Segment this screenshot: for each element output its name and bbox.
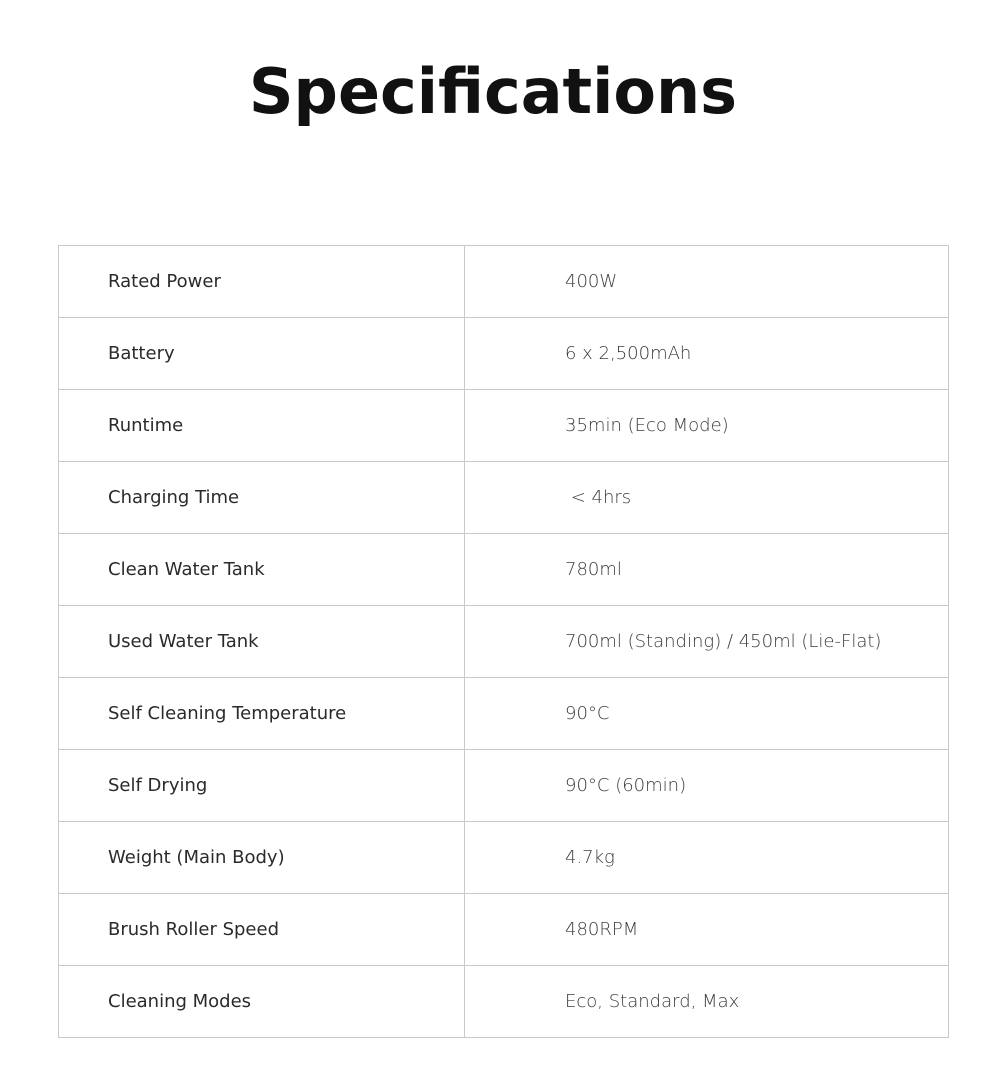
specifications-table <box>58 245 949 1038</box>
table-row <box>59 894 949 966</box>
spec-value-used-water-tank: 700ml (Standing) / 450ml (Lie-Flat) <box>465 606 949 678</box>
table-row <box>59 966 949 1038</box>
spec-value-cleaning-modes: Eco, Standard, Max <box>465 966 949 1038</box>
spec-label-runtime: Runtime <box>59 390 465 462</box>
spec-label-battery: Battery <box>59 318 465 390</box>
spec-label-weight: Weight (Main Body) <box>59 822 465 894</box>
spec-label-used-water-tank: Used Water Tank <box>59 606 465 678</box>
table-row <box>59 750 949 822</box>
spec-value-self-cleaning-temperature: 90°C <box>465 678 949 750</box>
spec-value-weight: 4.7kg <box>465 822 949 894</box>
spec-label-clean-water-tank: Clean Water Tank <box>59 534 465 606</box>
spec-label-self-cleaning-temperature: Self Cleaning Temperature <box>59 678 465 750</box>
spec-label-brush-roller-speed: Brush Roller Speed <box>59 894 465 966</box>
table-row <box>59 390 949 462</box>
spec-value-battery: 6 x 2,500mAh <box>465 318 949 390</box>
table-row <box>59 462 949 534</box>
table-row <box>59 678 949 750</box>
spec-value-runtime: 35min (Eco Mode) <box>465 390 949 462</box>
spec-value-brush-roller-speed: 480RPM <box>465 894 949 966</box>
spec-value-clean-water-tank: 780ml <box>465 534 949 606</box>
spec-label-cleaning-modes: Cleaning Modes <box>59 966 465 1038</box>
spec-value-self-drying: 90°C (60min) <box>465 750 949 822</box>
spec-label-self-drying: Self Drying <box>59 750 465 822</box>
table-row <box>59 318 949 390</box>
table-row <box>59 822 949 894</box>
spec-value-rated-power: 400W <box>465 246 949 318</box>
spec-label-charging-time: Charging Time <box>59 462 465 534</box>
table-row <box>59 534 949 606</box>
spec-value-charging-time: < 4hrs <box>465 462 949 534</box>
table-row <box>59 606 949 678</box>
spec-label-rated-power: Rated Power <box>59 246 465 318</box>
page-title: Specifications <box>248 55 738 128</box>
table-row <box>59 246 949 318</box>
